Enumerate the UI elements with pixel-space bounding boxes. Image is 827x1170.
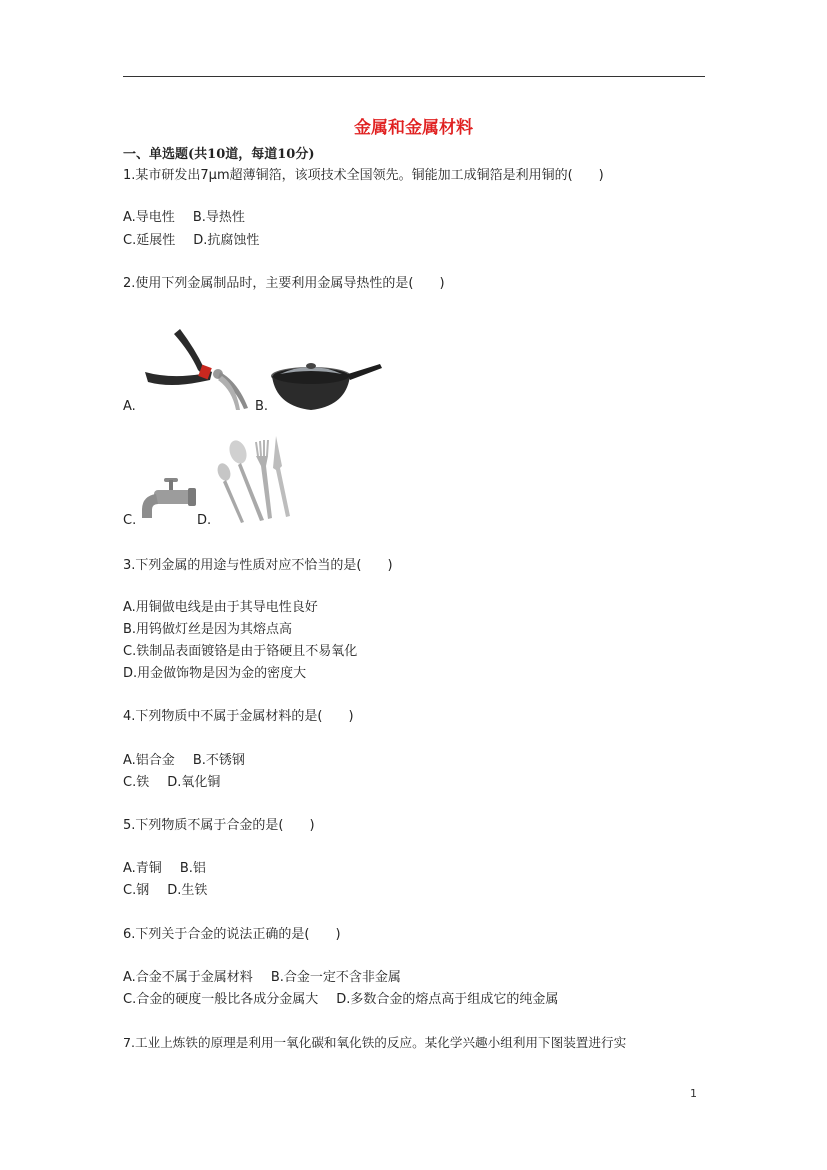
question-6-options-row-2	[123, 991, 558, 1009]
question-1-options-row-2	[123, 232, 259, 250]
page-number: 1	[690, 1087, 697, 1100]
q4-option-c: C.铁	[123, 775, 150, 790]
q5-option-d: D.生铁	[167, 883, 208, 898]
q5-option-b: B.铝	[179, 861, 206, 876]
pliers-icon	[140, 324, 258, 414]
question-1-stem: 1.某市研发出7μm超薄铜箔，该项技术全国领先。铜能加工成铜箔是利用铜的( )	[123, 168, 604, 183]
q1-option-c: C.延展性	[123, 233, 176, 248]
q1-option-d: D.抗腐蚀性	[193, 233, 260, 248]
question-5-stem: 5.下列物质不属于合金的是( )	[123, 818, 315, 833]
question-4-options-row-2	[123, 774, 220, 792]
q5-option-a: A.青铜	[123, 861, 162, 876]
q6-option-a: A.合金不属于金属材料	[123, 970, 253, 985]
q3-option-a: A.用铜做电线是由于其导电性良好	[123, 600, 318, 615]
page-title: 金属和金属材料	[354, 118, 473, 138]
q1-option-b: B.导热性	[192, 210, 245, 225]
water-faucet-icon	[138, 474, 198, 524]
q2-option-b: B.	[255, 399, 269, 414]
q4-option-d: D.氧化铜	[167, 775, 221, 790]
question-6-options-row-1	[123, 969, 401, 987]
q3-option-c: C.铁制品表面镀铬是由于铬硬且不易氧化	[123, 644, 358, 659]
q6-option-c: C.合金的硬度一般比各成分金属大	[123, 992, 319, 1007]
question-4-options-row-1	[123, 752, 245, 770]
section-heading: 一、单选题(共10道，每道10分)	[123, 147, 315, 162]
wok-pan-icon	[268, 356, 384, 414]
q3-option-b: B.用钨做灯丝是因为其熔点高	[123, 622, 293, 637]
header-rule	[123, 76, 705, 77]
question-2-stem: 2.使用下列金属制品时，主要利用金属导热性的是( )	[123, 276, 445, 291]
q5-option-c: C.钢	[123, 883, 150, 898]
q2-option-c: C.	[123, 513, 137, 528]
q1-option-a: A.导电性	[123, 210, 175, 225]
q6-option-b: B.合金一定不含非金属	[270, 970, 401, 985]
question-5-options-row-2	[123, 882, 207, 900]
question-1-options-row-1	[123, 209, 245, 227]
q3-option-d: D.用金做饰物是因为金的密度大	[123, 666, 307, 681]
q4-option-a: A.铝合金	[123, 753, 175, 768]
q4-option-b: B.不锈钢	[192, 753, 245, 768]
q2-option-a: A.	[123, 399, 136, 414]
question-4-stem: 4.下列物质中不属于金属材料的是( )	[123, 709, 354, 724]
question-5-options-row-1	[123, 860, 206, 878]
q2-option-d: D.	[197, 513, 212, 528]
question-6-stem: 6.下列关于合金的说法正确的是( )	[123, 927, 341, 942]
cutlery-icon	[210, 432, 306, 526]
q6-option-d: D.多数合金的熔点高于组成它的纯金属	[336, 992, 559, 1007]
question-3-stem: 3.下列金属的用途与性质对应不恰当的是( )	[123, 558, 393, 573]
question-7-stem: 7.工业上炼铁的原理是利用一氧化碳和氧化铁的反应。某化学兴趣小组利用下图装置进行实	[123, 1035, 627, 1050]
